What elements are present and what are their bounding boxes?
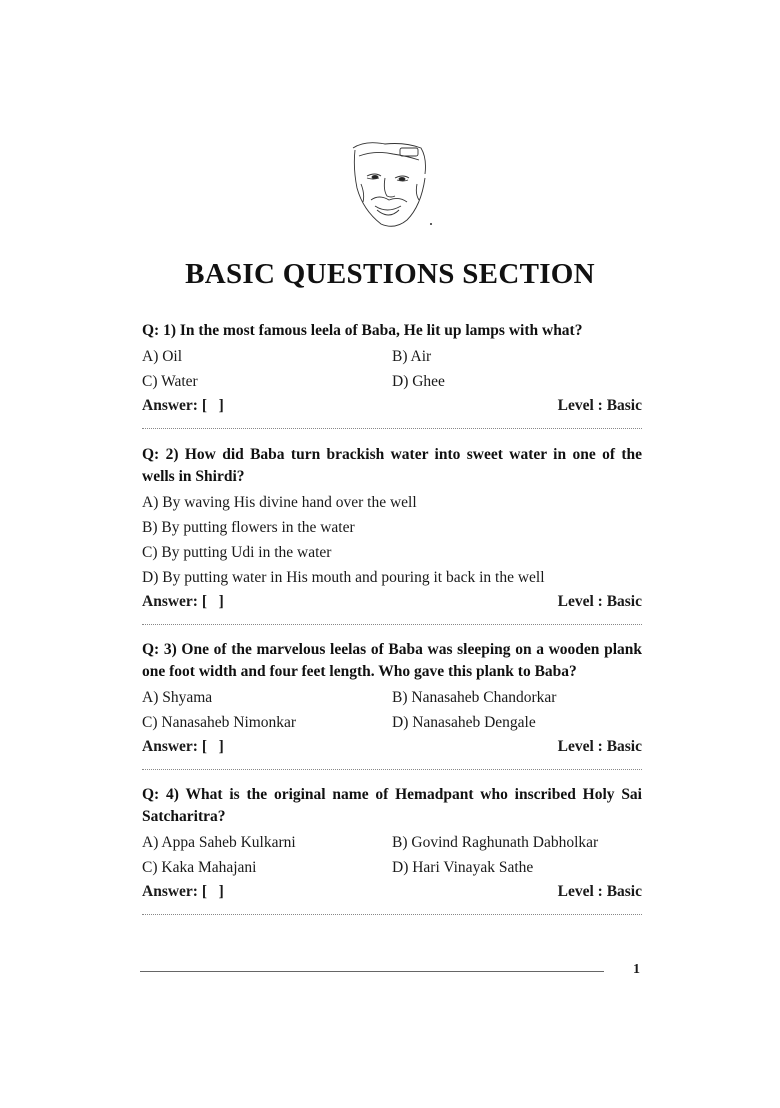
option-d: D) Hari Vinayak Sathe xyxy=(392,859,534,876)
option-a: A) Oil xyxy=(142,348,183,365)
option-d: D) By putting water in His mouth and pouring it back in the well xyxy=(142,569,545,586)
option-c: C) Water xyxy=(142,373,198,390)
question-block-4 xyxy=(142,784,642,915)
question-text: Q: 4) What is the original name of Hemadpant who inscribed Holy Sai Satcharitra? xyxy=(142,786,642,825)
answer-field[interactable]: Answer: [ ] xyxy=(142,738,224,755)
question-text: Q: 2) How did Baba turn brackish water into sweet water in one of the wells in Shirdi? xyxy=(142,446,642,485)
question-text: Q: 1) In the most famous leela of Baba, He lit up lamps with what? xyxy=(142,322,583,339)
divider xyxy=(142,914,642,915)
option-c: C) By putting Udi in the water xyxy=(142,544,332,561)
option-b: B) Air xyxy=(392,348,432,365)
answer-field[interactable]: Answer: [ ] xyxy=(142,593,224,610)
divider xyxy=(142,624,642,625)
option-b: B) Nanasaheb Chandorkar xyxy=(392,689,557,706)
level-label: Level : Basic xyxy=(557,593,642,610)
question-block-3 xyxy=(142,639,642,770)
question-block-2 xyxy=(142,444,642,625)
option-b: B) By putting flowers in the water xyxy=(142,519,355,536)
page-number: 1 xyxy=(633,962,640,977)
option-b: B) Govind Raghunath Dabholkar xyxy=(392,834,599,851)
section-title: BASIC QUESTIONS SECTION xyxy=(185,258,595,290)
option-a: A) By waving His divine hand over the well xyxy=(142,494,417,511)
answer-field[interactable]: Answer: [ ] xyxy=(142,397,224,414)
level-label: Level : Basic xyxy=(557,397,642,414)
question-block-1 xyxy=(142,320,642,429)
portrait-illustration-icon xyxy=(345,138,435,230)
divider xyxy=(142,769,642,770)
answer-field[interactable]: Answer: [ ] xyxy=(142,883,224,900)
option-c: C) Nanasaheb Nimonkar xyxy=(142,714,297,731)
question-text: Q: 3) One of the marvelous leelas of Baba was sleeping on a wooden plank one foot width and four feet length. Who gave this plank to Baba? xyxy=(142,641,642,680)
option-a: A) Shyama xyxy=(142,689,213,706)
option-d: D) Ghee xyxy=(392,373,445,390)
level-label: Level : Basic xyxy=(557,883,642,900)
option-c: C) Kaka Mahajani xyxy=(142,859,257,876)
option-a: A) Appa Saheb Kulkarni xyxy=(142,834,296,851)
footer-rule xyxy=(140,971,604,972)
divider xyxy=(142,428,642,429)
level-label: Level : Basic xyxy=(557,738,642,755)
option-d: D) Nanasaheb Dengale xyxy=(392,714,536,731)
